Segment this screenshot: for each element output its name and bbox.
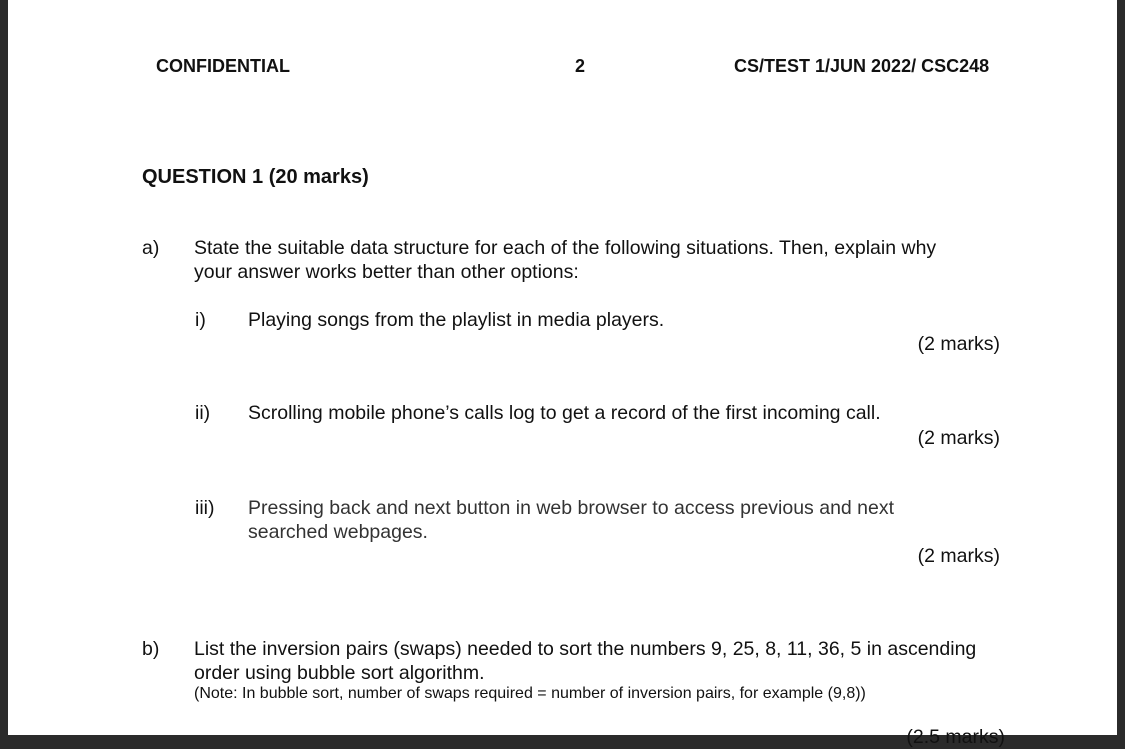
- part-b-marks: (2.5 marks): [906, 726, 1005, 748]
- part-b-text-line2: order using bubble sort algorithm.: [194, 662, 485, 684]
- item-iii-text-line2: searched webpages.: [248, 521, 428, 543]
- header-page-number: 2: [575, 56, 586, 76]
- item-i-marks: (2 marks): [917, 333, 1000, 355]
- part-b-note: (Note: In bubble sort, number of swaps required = number of inversion pairs, for example (9,8)): [194, 685, 866, 702]
- exam-page: [8, 0, 1117, 748]
- part-a-text-line1: State the suitable data structure for each of the following situations. Then, explain why: [194, 237, 937, 259]
- part-a-text-line2: your answer works better than other options:: [194, 261, 579, 283]
- header-course-code: CS/TEST 1/JUN 2022/ CSC248: [734, 56, 990, 76]
- part-a-label: a): [142, 237, 160, 259]
- item-i-label: i): [195, 309, 206, 331]
- item-ii-marks: (2 marks): [917, 427, 1000, 449]
- item-iii-text-line1: Pressing back and next button in web browser to access previous and next: [248, 497, 895, 519]
- header-confidential: CONFIDENTIAL: [156, 56, 290, 76]
- question-title: QUESTION 1 (20 marks): [142, 166, 369, 188]
- item-iii-label: iii): [195, 497, 215, 519]
- item-i-text: Playing songs from the playlist in media players.: [248, 309, 665, 331]
- part-b-text-line1: List the inversion pairs (swaps) needed to sort the numbers 9, 25, 8, 11, 36, 5 in ascending: [194, 638, 977, 660]
- item-ii-text: Scrolling mobile phone’s calls log to get a record of the first incoming call.: [248, 402, 881, 424]
- part-b-label: b): [142, 638, 160, 660]
- item-ii-label: ii): [195, 402, 211, 424]
- item-iii-marks: (2 marks): [917, 545, 1000, 567]
